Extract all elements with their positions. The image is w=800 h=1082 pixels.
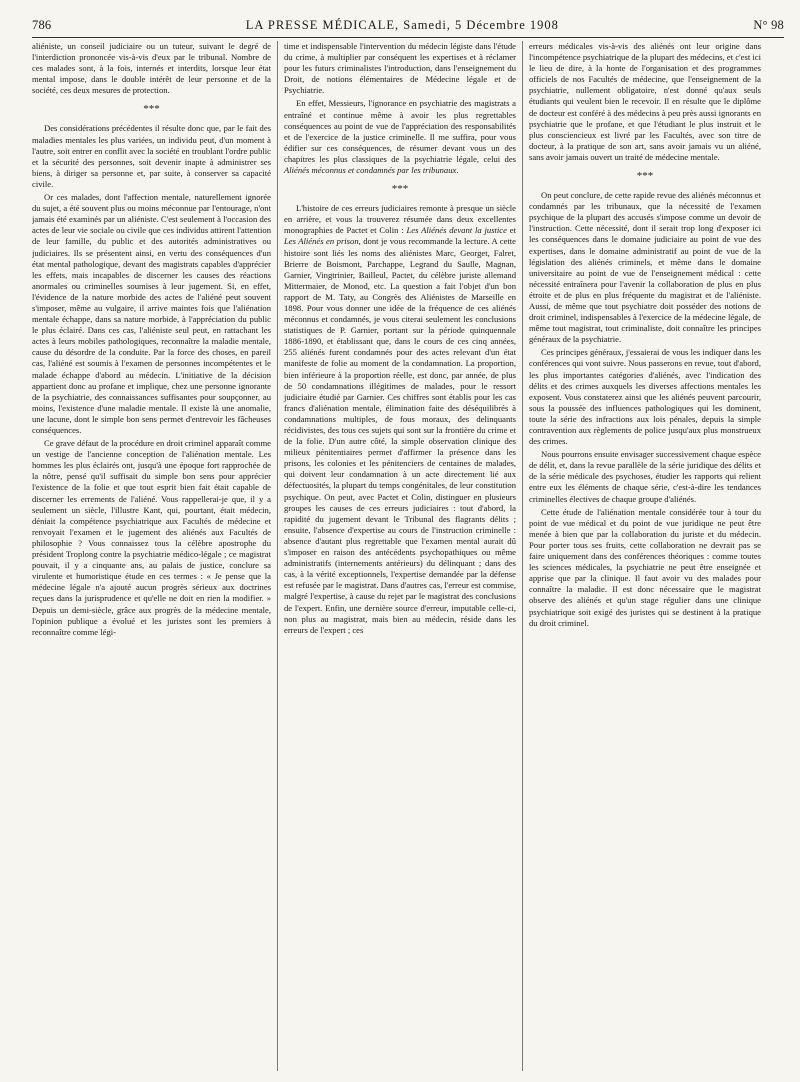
paragraph: Nous pourrons ensuite envisager successivement chaque espèce de délit, et, dans la revue parallèle de la série juridique des délits et de la série médicale des psychoses, étudier les rapports qui relient entre eux les éléments de chaque série, c'est-à-dire les tendances criminelles électives de chaque groupe d'aliénés. <box>529 449 761 504</box>
italic-title: Aliénés méconnus et condamnés par les tribunaux <box>284 165 457 176</box>
journal-title-line: LA PRESSE MÉDICALE, Samedi, 5 Décembre 1908 <box>245 18 559 32</box>
section-separator: *** <box>391 183 409 196</box>
paragraph: time et indispensable l'intervention du médecin légiste dans l'étude du crime, à multiplier par conséquent les expertises et à réclamer pour les futurs criminalistes l'introduction, dans l'enseignement du Droit, de notions élémentaires de Médecine légale et de Psychiatrie. <box>284 41 516 96</box>
italic-title: Les Aliénés devant la justice <box>406 225 507 236</box>
text-run: et <box>506 225 516 236</box>
section-separator: *** <box>636 170 654 183</box>
italic-title: Les Aliénés en prison <box>284 236 359 247</box>
paragraph: Or ces malades, dont l'affection mentale, naturellement ignorée du sujet, a été souvent plus ou moins méconnue par l'entourage, n'ont jamais été examinés par un aliéniste. C'est seulement à l'occasion des actes de leur vie sociale ou civile que ces individus attirent l'attention de leur famille, du public et des autorités administratives ou judiciaires. Ils se présentent ainsi, en vertu des conséquences d'un état mental pathologique, devant des magistrats capables d'apprécier les effets, mais incapables de discerner les causes des réactions anormales ou criminelles soumises à leur jugement. Si, en effet, l'évidence de la nature morbide des actes de l'aliéné peut souvent s'imposer, même au vulgaire, il arrive maintes fois que l'aliénation mentale échappe, dans sa nature morbide, à l'appréciation du public le plus éclairé. Dans ces cas, l'aliéniste seul peut, en rattachant les actes à leurs mobiles pathologiques, reconnaître la maladie mentale, cause du désordre de la conduite. Par la force des choses, en pareil cas, l'aliéné est soumis à l'examen de personnes incompétentes et le malade échappe d'abord au médecin. L'initiative de la décision appartient donc au profane et implique, chez une personne ignorante de la psychiatrie, des connaissances suffisantes pour soupçonner, au moins, l'existence d'une maladie mentale. Il existe là une anomalie, une lacune, dont le simple bon sens permet d'entrevoir les fâcheuses conséquences. <box>32 192 271 435</box>
page-header <box>32 18 784 37</box>
paragraph: On peut conclure, de cette rapide revue des aliénés méconnus et condamnés par les tribunaux, que la nécessité de l'examen psychique de la plupart des accusés s'impose comme un devoir de l'instruction. Cette nécessité, dont il serait trop long d'exposer ici les conséquences dans le domaine judiciaire au point de vue des expertises, dans le domaine administratif au point de vue de la législation des aliénés criminels, et même dans le domaine universitaire au point de vue de l'enseignement médical : cette nécessité entraînera pour l'avenir la collaboration de plus en plus étroite et de plus en plus fréquente du magistrat et de l'aliéniste. Aussi, de même que tout psychiatre doit posséder des notions de droit criminel, indispensables à l'exercice de la médecine légale, de même tout magistrat, tout criminaliste, doit connaître les principes généraux de la psychiatrie. <box>529 190 761 345</box>
paragraph: Ces principes généraux, j'essaierai de vous les indiquer dans les conférences qui vont suivre. Nous passerons en revue, tout d'abord, les plus importantes catégories d'aliénés, avec l'indication des délits et des crimes auxquels les diverses affections mentales les exposent. Vous constaterez ainsi que les aliénés peuvent parcourir, sous la poussée des influences pathologiques qui les dominent, toute la série des infractions aux lois pénales, depuis la simple contravention aux règlements de police jusqu'aux plus monstrueux des crimes. <box>529 347 761 447</box>
text-run: L'histoire de ces erreurs judiciaires remonte à presque un siècle en arrière, et vous la trouverez résumée dans deux excellentes monographies de Pactet et Colin : <box>284 203 516 236</box>
header-rule <box>32 37 784 38</box>
paragraph <box>284 98 516 176</box>
paragraph: Des considérations précédentes il résulte donc que, par le fait des maladies mentales les plus variées, un individu peut, d'un moment à l'autre, soit entrer en conflit avec la société en troublant l'ordre public et la sécurité des personnes, soit devenir inapte à administrer ses biens, à diriger sa personne et, par suite, à conserver sa capacité civile. <box>32 123 271 189</box>
paragraph: erreurs médicales vis-à-vis des aliénés ont leur origine dans l'incompétence psychiatrique de la plupart des médecins, et c'est ici le lieu de dire, à la honte de l'organisation et des programmes officiels de nos Facultés de médecine, que l'enseignement de la psychiatrie, nullement obligatoire, n'est donné qu'aux seuls étudiants qui veulent bien le recevoir. Il en résulte que le diplôme de docteur est conféré à des médecins à peu près aussi ignorants en psychiatrie que le profane, et que l'étudiant le plus instruit et le plus consciencieux est livré par les Facultés, avec son titre de docteur, à la pratique de son art, sans avoir jamais vu un aliéné, sans avoir jamais ouvert un traité de médecine mentale. <box>529 41 761 162</box>
article-columns <box>32 41 784 1071</box>
column-1 <box>32 41 277 1071</box>
column-3 <box>522 41 767 1071</box>
text-run: , dont je vous recommande la lecture. A cette histoire sont liés les noms des aliénistes Marc, Georget, Falret, Brierre de Boismont, Parchappe, Legrand du Saulle, Magnan, Garnier, Vingtrinier, Bailleul, Pactet, du célèbre juriste allemand Mittermaier, de Monod, etc. La question a fait l'objet d'un bon rapport de M. Taty, au Congrès des Aliénistes de Marseille en 1898. Pour vous donner une idée de la fréquence de ces aliénés méconnus et condamnés, je vous citerai seulement les conclusions statistiques de P. Garnier, portant sur la période quinquennale 1886-1890, et établissant que, dans le cours de ces cinq années, 255 aliénés furent condamnés pour des actes relevant d'un état manifeste de folie au moment de la condamnation. La proportion, bien inférieure à la proportion réelle, est donc, par année, de plus de 50 condamnations illégitimes de malades, pour le ressort judiciaire étudié par Garnier. Ces chiffres sont établis pour les cas francs d'aliénation mentale, élimination faite des déséquilibrés à condamnations multiples, de fous moraux, des delinquants récidivistes, des tous ces sujets qui sont sur la frontière du crime et de la folie. D'un autre côté, la simple observation clinique des milieux pénitentiaires permet d'affirmer la présence dans les prisons, les colonies et les pénitenciers de centaines de malades, qui doivent leur condamnation à un acte directement lié aux défectuosités, la plupart du temps congénitales, de leur constitution psychique. On peut, avec Pactet et Colin, distinguer en plusieurs groupes les causes de ces erreurs judiciaires : tout d'abord, la rapidité du jugement devant le Tribunal des flagrants délits ; ensuite, l'absence d'expertise au cours de l'instruction criminelle : absence d'autant plus regrettable que l'examen mental aurait dû s'imposer en raison des antécédents psychopathiques ou même administratifs (internements antérieurs) du délinquant ; dans des cas, à la vérité exceptionnels, l'expertise demandée par la défense est refusée par le magistrat. Dans d'autres cas, l'erreur est commise, malgré l'expertise, à cause du rejet par le magistrat des conclusions de l'expert. Enfin, une dernière source d'erreur, imputable celle-ci, non plus au magistrat, mais bien au médecin, réside dans les erreurs de l'expert ; ces <box>284 236 516 635</box>
paragraph <box>284 203 516 636</box>
section-separator: *** <box>143 103 160 116</box>
paragraph: Ce grave défaut de la procédure en droit criminel apparaît comme un vestige de l'ancienne conception de l'aliénation mentale. Les hommes les plus éclairés ont, jusqu'à une époque fort rapprochée de la nôtre, pensé qu'il suffisait du simple bon sens pour apprécier l'existence de la folie et que tout esprit bien fait était capable de discerner les errements de l'aliéné. Vous rappellerai-je que, il y a seulement un siècle, l'illustre Kant, qui, pourtant, était médecin, déniait la compétence psychiatrique aux Facultés de médecine et renvoyait l'examen et le jugement des aliénés aux Facultés de philosophie ? Vous connaissez tous la célèbre apostrophe du président Troplong contre la psychiatrie médico-légale ; ce magistrat pouvait, il y a cinquante ans, au palais de justice, conclure sa virulente et humoristique étude en ces termes : « Je pense que la médecine légale n'a ajouté aucun progrès sérieux aux doctrines reçues dans la jurisprudence et qu'elle ne doit en rien la modifier. » Depuis un demi-siècle, grâce aux progrès de la médecine mentale, l'opinion publique a évolué et les juristes sont les premiers à reconnaître comme légi- <box>32 438 271 637</box>
text-run: En effet, Messieurs, l'ignorance en psychiatrie des magistrats a entraîné et continue même à avoir les plus regrettables conséquences au point de vue de l'appréciation des responsabilités et de l'exercice de la justice criminelle. Il me suffira, pour vous édifier sur ces conséquences, de résumer devant vous un des chapitres les plus classiques de la psychiatrie légale, celui des <box>284 98 516 164</box>
issue-number: N° 98 <box>753 18 784 32</box>
paragraph: aliéniste, un conseil judiciaire ou un tuteur, suivant le degré de l'interdiction prononcée vis-à-vis d'eux par le tribunal. Nombre de ces malades sont, à la fois, internés et interdits, lorsque leur état mental impose, dans le double intérêt de leur personne et de la société, ces deux mesures de protection. <box>32 41 271 96</box>
page-number: 786 <box>32 18 52 32</box>
column-2 <box>277 41 522 1071</box>
text-run: . <box>456 165 459 176</box>
paragraph: Cette étude de l'aliénation mentale considérée tour à tour du point de vue médical et du point de vue juridique ne peut être menée à bien que par la collaboration du juriste et du médecin. Pour porter tous ses fruits, cette collaboration ne devrait pas se faire uniquement dans des conférences théoriques : comme toutes les sciences médicales, la psychiatrie ne peut être enseignée et apprise que par la clinique. Il faut avoir vu des malades pour connaître la maladie. Il est donc nécessaire que le magistrat observe des aliénés et qu'un stage régulier dans une clinique psychiatrique soit exigé des juristes qui se destinent à la pratique du droit criminel. <box>529 506 761 628</box>
